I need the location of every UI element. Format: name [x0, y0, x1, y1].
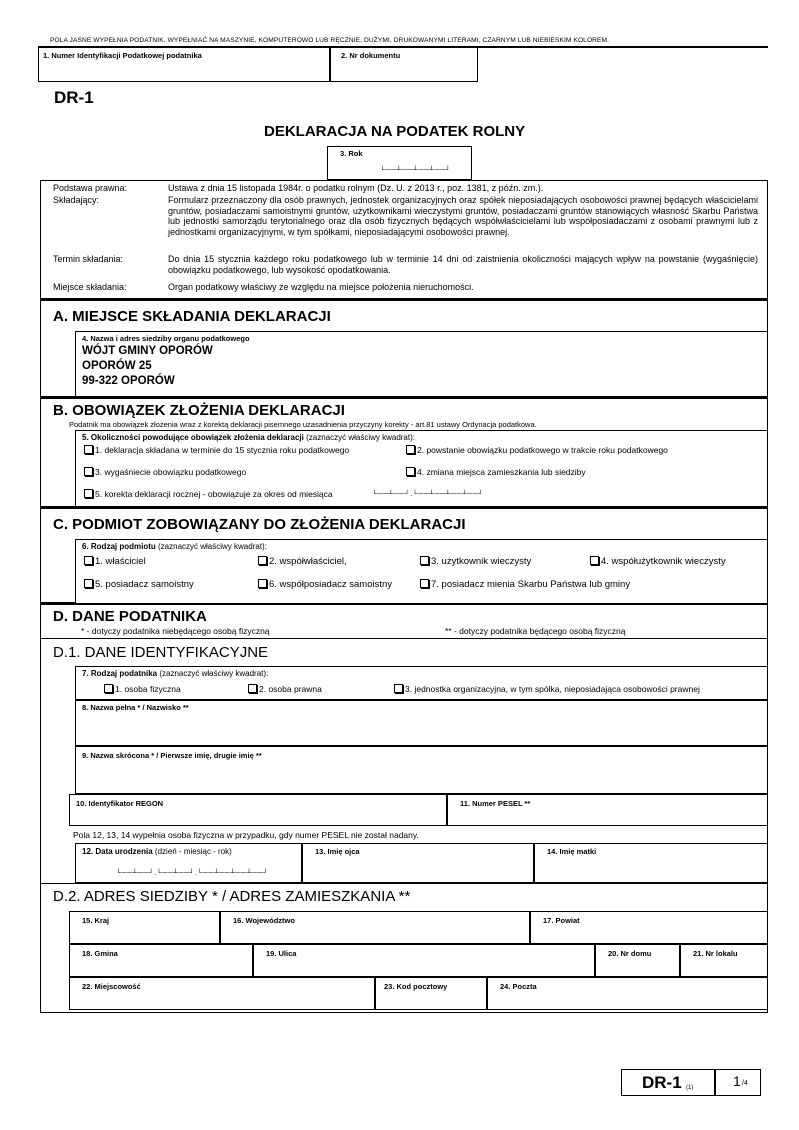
obligation-option-3[interactable]: 3. wygaśniecie obowiązku podatkowego: [84, 467, 246, 477]
post-office-field[interactable]: [487, 977, 768, 1010]
regon-label: 10. Identyfikator REGON: [76, 799, 164, 808]
tax-office-field[interactable]: [75, 331, 768, 397]
checkbox-icon[interactable]: [406, 467, 415, 476]
footer-code-sub: (1): [686, 1085, 694, 1091]
checkbox-icon[interactable]: [84, 467, 93, 476]
birth-date-field[interactable]: [75, 843, 302, 883]
place-label: Miejsce składania:: [53, 282, 127, 292]
checkbox-icon[interactable]: [248, 684, 257, 693]
obligation-option-4[interactable]: 4. zmiana miejsca zamieszkania lub siedziby: [406, 467, 586, 477]
section-c: [40, 507, 768, 603]
short-name-field[interactable]: [75, 746, 768, 794]
correction-month-placeholder[interactable]: └──┴──┘.└──┴──┴──┴──┘: [372, 491, 484, 498]
birth-date-placeholder: └──┴──┘.└──┴──┘.└──┴──┴──┴──┘: [116, 870, 269, 877]
mother-name-field[interactable]: [534, 843, 768, 883]
obligation-option-1[interactable]: 1. deklaracja składana w terminie do 15 stycznia roku podatkowego: [84, 445, 349, 455]
d2-title: D.2. ADRES SIEDZIBY * / ADRES ZAMIESZKANIA **: [53, 888, 411, 905]
tax-office-line1: WÓJT GMINY OPORÓW: [82, 345, 213, 357]
county-label: 17. Powiat: [543, 916, 580, 925]
house-number-label: 20. Nr domu: [608, 949, 652, 958]
tax-office-line2: OPORÓW 25: [82, 360, 152, 372]
checkbox-icon[interactable]: [258, 556, 267, 565]
taxpayer-option-3[interactable]: 3. jednostka organizacyjna, w tym spółka, nieposiadająca osobowości prawnej: [394, 684, 700, 694]
year-label: 3. Rok: [340, 149, 363, 158]
commune-field[interactable]: [69, 944, 253, 977]
section-b: [40, 397, 768, 507]
postal-code-field[interactable]: [375, 977, 487, 1010]
entity-option-6[interactable]: 6. współposiadacz samoistny: [258, 579, 392, 590]
taxpayer-type-label: 7. Rodzaj podatnika (zaznaczyć właściwy kwadrat):: [82, 669, 269, 678]
section-a-title: A. MIEJSCE SKŁADANIA DEKLARACJI: [53, 308, 331, 325]
pesel-note: Pola 12, 13, 14 wypełnia osoba fizyczna w przypadku, gdy numer PESEL nie został nadany.: [73, 830, 419, 840]
section-d-title: D. DANE PODATNIKA: [53, 608, 207, 625]
postal-code-label: 23. Kod pocztowy: [384, 982, 448, 991]
footer-code: DR-1: [642, 1073, 682, 1092]
footer-page-box: [715, 1069, 761, 1096]
filer-text: Formularz przeznaczony dla osób prawnych, jednostek organizacyjnych oraz spółek nieposiadających osobowości prawnej będących właścicielami gruntów, posiadaczami samoistnymi gruntów, użytkownikami wieczystymi gruntów, posiadaczami gruntów stanowiących własność Skarbu Państwa lub jednostki samorządu terytorialnego oraz dla osób fizycznych będących współwłaścicielami lub współposiadaczami z osobami prawnymi lub z jednostkami organizacyjnymi, w tym spółkami, nieposiadającymi osobowości prawnej.: [168, 195, 758, 238]
country-field[interactable]: [69, 911, 220, 944]
footer-page: 1: [733, 1073, 741, 1089]
post-office-label: 24. Poczta: [500, 982, 537, 991]
checkbox-icon[interactable]: [590, 556, 599, 565]
voivodeship-label: 16. Województwo: [233, 916, 295, 925]
section-d-note-2: ** - dotyczy podatnika będącego osobą fizyczną: [445, 626, 626, 636]
taxpayer-option-1[interactable]: 1. osoba fizyczna: [104, 684, 181, 694]
basis-text: Ustawa z dnia 15 listopada 1984r. o podatku rolnym (Dz. U. z 2013 r., poz. 1381, z późn. zm.).: [168, 183, 544, 193]
commune-label: 18. Gmina: [82, 949, 118, 958]
legal-info: [40, 180, 768, 298]
house-number-field[interactable]: [595, 944, 680, 977]
section-b-note: Podatnik ma obowiązek złożenia wraz z korektą deklaracji pisemnego uzasadnienia przyczyny korekty - art.81 ustawy Ordynacja podatkowa.: [69, 420, 537, 429]
entity-option-1[interactable]: 1. właściciel: [84, 556, 146, 567]
section-d: [40, 603, 768, 1013]
footer-code-box: [621, 1069, 715, 1096]
full-name-label: 8. Nazwa pełna * / Nazwisko **: [82, 703, 189, 712]
city-field[interactable]: [69, 977, 375, 1010]
entity-option-7[interactable]: 7. posiadacz mienia Skarbu Państwa lub gminy: [420, 579, 630, 590]
voivodeship-field[interactable]: [220, 911, 530, 944]
nip-field[interactable]: [38, 47, 330, 82]
street-field[interactable]: [253, 944, 595, 977]
checkbox-icon[interactable]: [258, 579, 267, 588]
basis-label: Podstawa prawna:: [53, 183, 128, 193]
apartment-number-label: 21. Nr lokalu: [693, 949, 738, 958]
entity-option-2[interactable]: 2. współwłaściciel,: [258, 556, 347, 567]
pesel-label: 11. Numer PESEL **: [460, 799, 531, 808]
checkbox-icon[interactable]: [420, 579, 429, 588]
birth-date-label: 12. Data urodzenia (dzień - miesiąc - rok): [82, 847, 232, 856]
section-d-note-1: * - dotyczy podatnika niebędącego osobą fizyczną: [81, 626, 270, 636]
obligation-option-5[interactable]: 5. korekta deklaracji rocznej - obowiązuje za okres od miesiąca: [84, 489, 333, 499]
checkbox-icon[interactable]: [84, 579, 93, 588]
tax-office-label: 4. Nazwa i adres siedziby organu podatkowego: [82, 334, 250, 343]
city-label: 22. Miejscowość: [82, 982, 141, 991]
filer-label: Składający:: [53, 195, 100, 205]
short-name-label: 9. Nazwa skrócona * / Pierwsze imię, drugie imię **: [82, 751, 262, 760]
place-text: Organ podatkowy właściwy ze względu na miejsce położenia nieruchomości.: [168, 282, 474, 292]
doc-number-field: [330, 47, 478, 82]
deadline-text: Do dnia 15 stycznia każdego roku podatkowego lub w terminie 14 dni od zaistnienia okoliczności mających wpływ na powstanie (wygaśnięcie) obowiązku podatkowego, lub wysokość opodatkowania.: [168, 254, 758, 275]
county-field[interactable]: [530, 911, 768, 944]
entity-option-3[interactable]: 3. użytkownik wieczysty: [420, 556, 531, 567]
regon-field[interactable]: [69, 794, 447, 826]
obligation-label: 5. Okoliczności powodujące obowiązek złożenia deklaracji (zaznaczyć właściwy kwadrat):: [82, 433, 415, 442]
tax-office-line3: 99-322 OPORÓW: [82, 375, 175, 387]
checkbox-icon[interactable]: [84, 556, 93, 565]
father-name-field[interactable]: [302, 843, 534, 883]
pesel-field[interactable]: [447, 794, 768, 826]
apartment-number-field[interactable]: [680, 944, 768, 977]
nip-label: 1. Numer Identyfikacji Podatkowej podatnika: [43, 51, 202, 60]
d1-title: D.1. DANE IDENTYFIKACYJNE: [53, 644, 269, 661]
country-label: 15. Kraj: [82, 916, 110, 925]
deadline-label: Termin składania:: [53, 254, 124, 264]
checkbox-icon[interactable]: [84, 445, 93, 454]
checkbox-icon[interactable]: [394, 684, 403, 693]
mother-name-label: 14. Imię matki: [547, 847, 597, 856]
father-name-label: 13. Imię ojca: [315, 847, 360, 856]
top-note: POLA JASNE WYPEŁNIA PODATNIK. WYPEŁNIAĆ NA MASZYNIE, KOMPUTEROWO LUB RĘCZNIE, DUŻYMI, DRUKOWANYMI LITERAMI, CZARNYM LUB NIEBIESKIM KOLOREM.: [50, 37, 610, 44]
taxpayer-type-field: [75, 666, 768, 700]
entity-option-4[interactable]: 4. współużytkownik wieczysty: [590, 556, 726, 567]
obligation-option-2[interactable]: 2. powstanie obowiązku podatkowego w trakcie roku podatkowego: [406, 445, 668, 455]
form-code: DR-1: [54, 88, 94, 107]
section-b-title: B. OBOWIĄZEK ZŁOŻENIA DEKLARACJI: [53, 402, 345, 419]
checkbox-icon[interactable]: [406, 445, 415, 454]
section-a: [40, 298, 768, 397]
entity-type-field: [75, 539, 768, 604]
entity-option-5[interactable]: 5. posiadacz samoistny: [84, 579, 194, 590]
taxpayer-option-2[interactable]: 2. osoba prawna: [248, 684, 322, 694]
street-label: 19. Ulica: [266, 949, 297, 958]
checkbox-icon[interactable]: [84, 489, 93, 498]
obligation-field: [75, 430, 768, 507]
checkbox-icon[interactable]: [420, 556, 429, 565]
form-title: DEKLARACJA NA PODATEK ROLNY: [264, 123, 526, 140]
year-placeholder: └──┴──┴──┴──┘: [380, 167, 451, 174]
footer-page-of: /4: [742, 1080, 748, 1087]
year-field[interactable]: [327, 146, 472, 180]
section-c-title: C. PODMIOT ZOBOWIĄZANY DO ZŁOŻENIA DEKLARACJI: [53, 516, 466, 533]
full-name-field[interactable]: [75, 700, 768, 746]
entity-type-label: 6. Rodzaj podmiotu (zaznaczyć właściwy kwadrat):: [82, 542, 267, 551]
doc-number-label: 2. Nr dokumentu: [341, 51, 401, 60]
checkbox-icon[interactable]: [104, 684, 113, 693]
